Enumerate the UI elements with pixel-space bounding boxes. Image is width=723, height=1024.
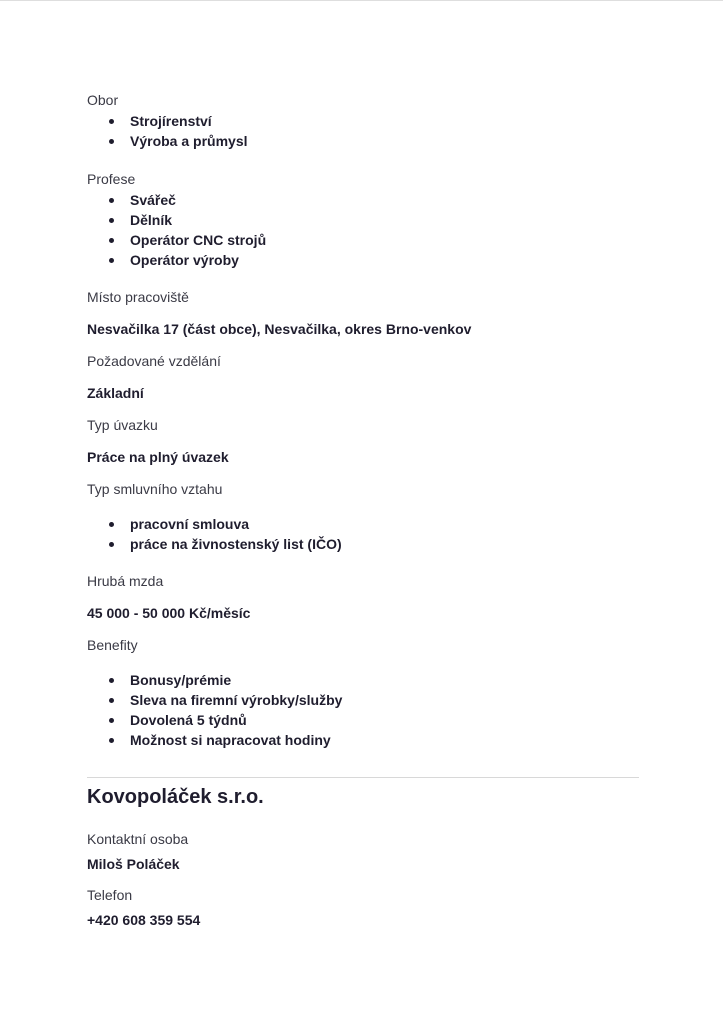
benefity-item: Dovolená 5 týdnů: [87, 710, 639, 730]
mzda-value: 45 000 - 50 000 Kč/měsíc: [87, 605, 251, 621]
obor-list: [87, 111, 639, 151]
profese-label: Profese: [87, 171, 136, 187]
smlouva-item: práce na živnostenský list (IČO): [87, 534, 639, 554]
contact-value: Miloš Poláček: [87, 856, 180, 872]
obor-item: Strojírenství: [87, 111, 639, 131]
phone-value[interactable]: +420 608 359 554: [87, 912, 201, 928]
benefity-item: Možnost si napracovat hodiny: [87, 730, 639, 750]
phone-label: Telefon: [87, 887, 133, 903]
uvazek-label: Typ úvazku: [87, 417, 158, 433]
job-details: [87, 91, 639, 929]
smlouva-item: pracovní smlouva: [87, 514, 639, 534]
obor-item: Výroba a průmysl: [87, 131, 639, 151]
mzda-label: Hrubá mzda: [87, 573, 164, 589]
benefity-label: Benefity: [87, 637, 138, 653]
benefity-list: [87, 670, 639, 750]
vzdelani-label: Požadované vzdělání: [87, 353, 221, 369]
vzdelani-value: Základní: [87, 385, 144, 401]
benefity-item: Bonusy/prémie: [87, 670, 639, 690]
uvazek-value: Práce na plný úvazek: [87, 449, 229, 465]
profese-item: Dělník: [87, 210, 639, 230]
contact-label: Kontaktní osoba: [87, 831, 189, 847]
section-divider: [87, 777, 639, 778]
profese-item: Svářeč: [87, 190, 639, 210]
misto-value: Nesvačilka 17 (část obce), Nesvačilka, okres Brno-venkov: [87, 321, 472, 337]
profese-list: [87, 190, 639, 270]
company-name: Kovopoláček s.r.o.: [87, 786, 264, 808]
obor-label: Obor: [87, 92, 119, 108]
smlouva-label: Typ smluvního vztahu: [87, 481, 223, 497]
misto-label: Místo pracoviště: [87, 289, 189, 305]
benefity-item: Sleva na firemní výrobky/služby: [87, 690, 639, 710]
profese-item: Operátor CNC strojů: [87, 230, 639, 250]
smlouva-list: [87, 514, 639, 554]
profese-item: Operátor výroby: [87, 250, 639, 270]
